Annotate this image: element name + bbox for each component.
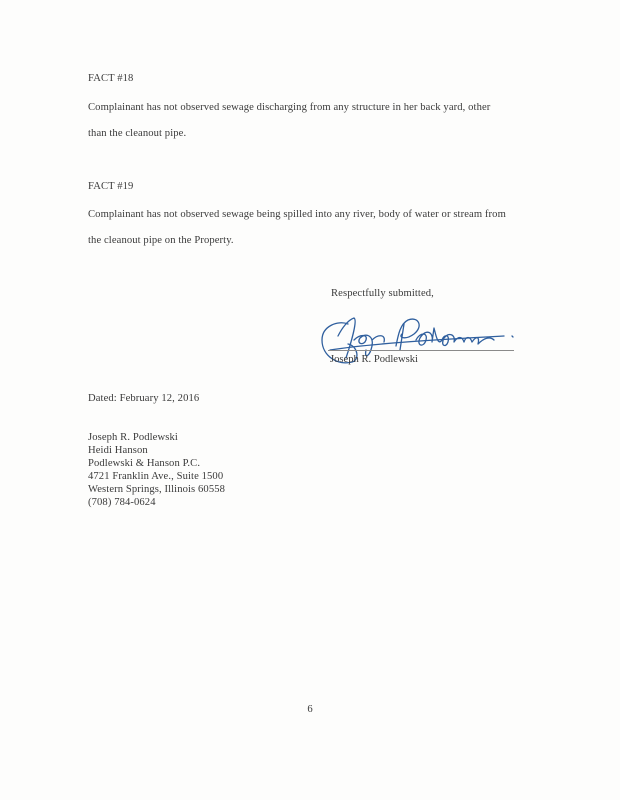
fact-18-line-2: than the cleanout pipe. bbox=[88, 128, 187, 139]
closing-text: Respectfully submitted, bbox=[331, 288, 434, 299]
contact-line-4: 4721 Franklin Ave., Suite 1500 bbox=[88, 471, 224, 482]
fact-18-line-1: Complainant has not observed sewage discharging from any structure in her back yard, other bbox=[88, 102, 491, 113]
fact-19-line-2: the cleanout pipe on the Property. bbox=[88, 235, 234, 246]
contact-line-5: Western Springs, Illinois 60558 bbox=[88, 484, 226, 495]
page-number: 6 bbox=[307, 704, 313, 715]
fact-18-heading: FACT #18 bbox=[88, 73, 134, 84]
fact-19-line-1: Complainant has not observed sewage being spilled into any river, body of water or stream from bbox=[88, 209, 506, 220]
handwritten-signature bbox=[308, 306, 538, 378]
signature-graphic bbox=[308, 306, 538, 378]
fact-19-heading: FACT #19 bbox=[88, 181, 134, 192]
dated-line: Dated: February 12, 2016 bbox=[88, 393, 200, 404]
contact-line-6: (708) 784-0624 bbox=[88, 497, 156, 508]
signatory-name: Joseph R. Podlewski bbox=[330, 354, 418, 365]
signature-line bbox=[328, 350, 514, 351]
contact-line-1: Joseph R. Podlewski bbox=[88, 432, 178, 443]
contact-line-2: Heidi Hanson bbox=[88, 445, 148, 456]
contact-line-3: Podlewski & Hanson P.C. bbox=[88, 458, 201, 469]
